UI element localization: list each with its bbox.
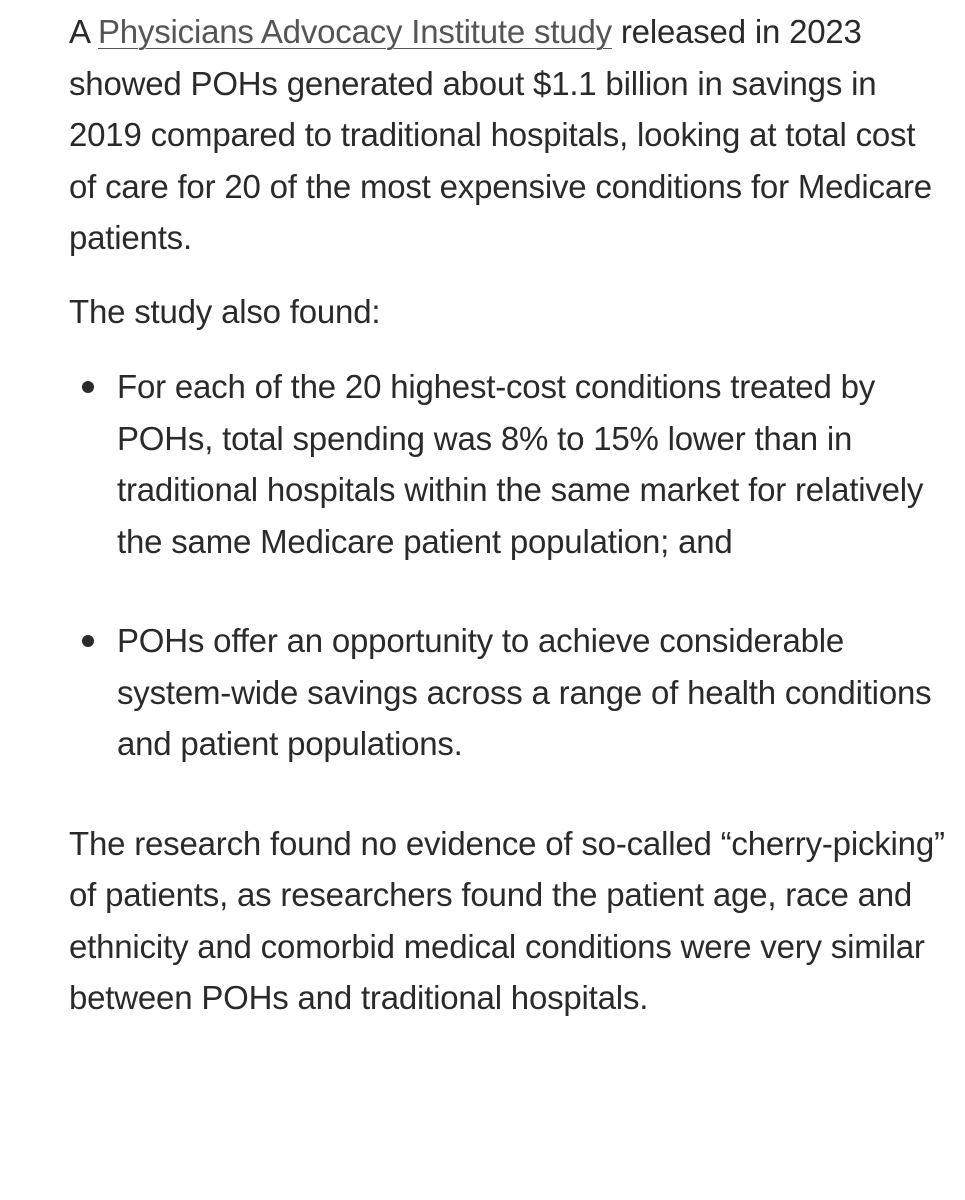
findings-list (69, 361, 949, 770)
list-item-text: For each of the 20 highest-cost conditions treated by POHs, total spending was 8% to 15% lower than in traditional hospitals within the same market for relatively the same Medicare patient population; and (117, 368, 924, 560)
list-item (69, 361, 949, 567)
article-body (69, 6, 949, 1024)
bullet-icon (82, 381, 94, 393)
findings-lead: The study also found: (69, 292, 381, 330)
bullet-icon (82, 635, 94, 647)
study-link[interactable]: Physicians Advocacy Institute study (97, 13, 612, 50)
intro-paragraph (69, 6, 949, 264)
intro-prefix: A (69, 13, 98, 50)
list-item (69, 615, 949, 770)
list-item-text: POHs offer an opportunity to achieve considerable system-wide savings across a range of health conditions and patient populations. (117, 622, 932, 762)
intro-suffix: released in 2023 showed POHs generated about $1.1 billion in savings in 2019 compared to traditional hospitals, looking at total cost of care for 20 of the most expensive conditions for Medicare patients. (69, 13, 932, 256)
conclusion-paragraph: The research found no evidence of so-called “cherry-picking” of patients, as researchers found the patient age, race and ethnicity and comorbid medical conditions were very similar between POHs and traditional hospitals. (69, 824, 945, 1016)
